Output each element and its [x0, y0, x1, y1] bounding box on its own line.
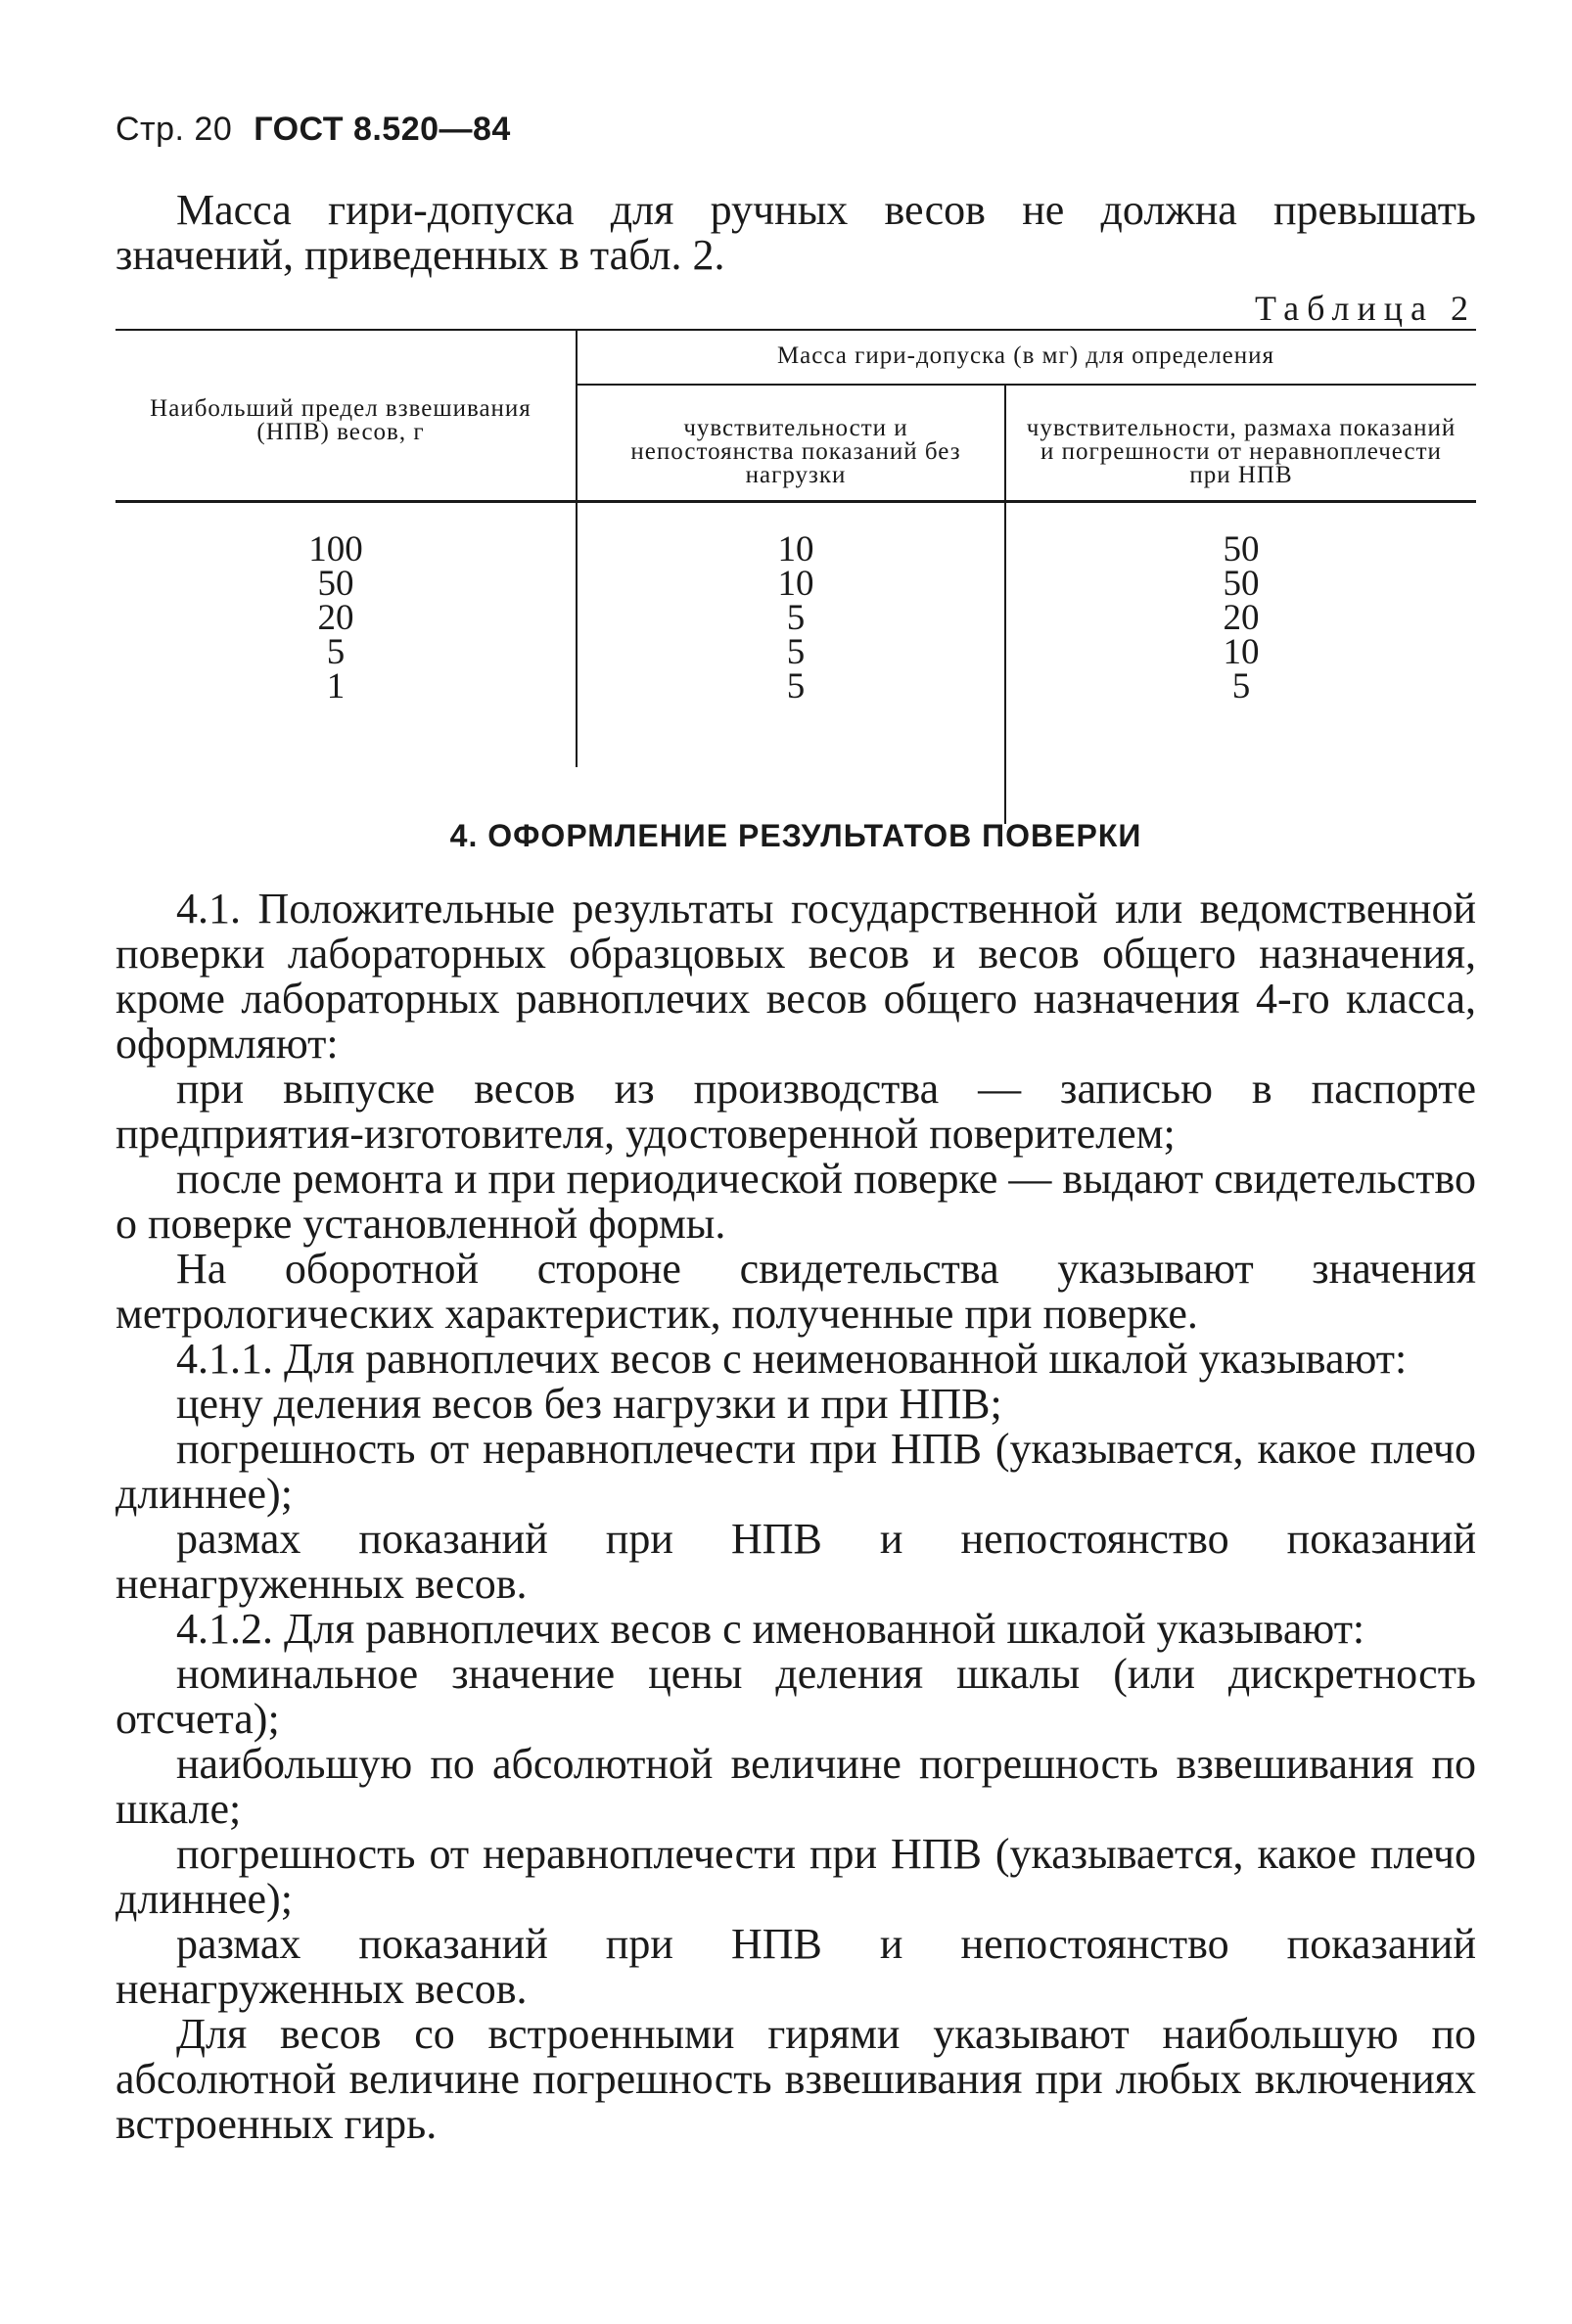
table-cell: 5 [326, 632, 346, 672]
table-cell: 50 [1223, 564, 1260, 604]
intro-paragraph: Масса гири-допуска для ручных весов не должна превышать значений, приведенных в табл. 2. [116, 186, 1476, 279]
table-divider-2 [1004, 386, 1006, 824]
table-cell: 50 [317, 564, 354, 604]
table-cell: 20 [317, 598, 354, 638]
table-cell: 5 [1231, 666, 1251, 706]
standard-code: ГОСТ 8.520—84 [254, 111, 511, 148]
group-header: Масса гири-допуска (в мг) для определения [776, 342, 1275, 369]
section-body [116, 887, 1476, 2147]
paragraph: 4.1. Положительные результаты государственной или ведомственной поверки лабораторных образцовых весов и весов общего назначения, кроме лабораторных равноплечих весов общего назначения 4-го класса, оформляют: [116, 885, 1476, 1068]
document-page [116, 90, 1476, 2147]
table-top-rule [116, 329, 1476, 331]
table-cell: 50 [1223, 529, 1260, 570]
weights-table [116, 329, 1476, 789]
paragraph: погрешность от неравноплечести при НПВ (указывается, какое плечо длиннее); [116, 1830, 1476, 1923]
col1-values [282, 529, 390, 706]
table-cell: 10 [777, 564, 814, 604]
table-cell: 5 [786, 666, 806, 706]
col3-values [1187, 529, 1295, 706]
col2-values [742, 529, 850, 706]
section-title: 4. ОФОРМЛЕНИЕ РЕЗУЛЬТАТОВ ПОВЕРКИ [449, 818, 1142, 853]
page-number: Стр. 20 [116, 111, 233, 148]
table-cell: 100 [308, 529, 363, 570]
paragraph: размах показаний при НПВ и непостоянство показаний ненагруженных весов. [116, 1515, 1476, 1608]
table-caption: Таблица 2 [1255, 289, 1476, 328]
table-divider-1 [576, 329, 578, 767]
table-cell: 1 [326, 666, 346, 706]
col1-header: Наибольший предел взвешивания (НПВ) весов, г [150, 395, 532, 445]
table-cell: 20 [1223, 598, 1260, 638]
paragraph: при выпуске весов из производства — записью в паспорте предприятия-изготовителя, удостоверенной поверителем; [116, 1065, 1476, 1158]
table-header-rule [116, 500, 1476, 503]
col3-header: чувствительности, размаха показаний и погрешности от неравноплечести при НПВ [1026, 415, 1456, 488]
paragraph: На оборотной стороне свидетельства указывают значения метрологических характеристик, полученные при поверке. [116, 1245, 1476, 1338]
paragraph: 4.1.2. Для равноплечих весов с именованной шкалой указывают: [176, 1605, 1365, 1653]
paragraph: размах показаний при НПВ и непостоянство показаний ненагруженных весов. [116, 1920, 1476, 2013]
table-cell: 5 [786, 632, 806, 672]
table-cell: 5 [786, 598, 806, 638]
paragraph: цену деления весов без нагрузки и при НПВ; [176, 1380, 1002, 1428]
paragraph: погрешность от неравноплечести при НПВ (указывается, какое плечо длиннее); [116, 1425, 1476, 1518]
table-cell: 10 [1223, 632, 1260, 672]
page-header [116, 90, 1476, 149]
col2-header: чувствительности и непостоянства показаний без нагрузки [630, 415, 961, 488]
paragraph: номинальное значение цены деления шкалы (или дискретность отсчета); [116, 1650, 1476, 1743]
paragraph: 4.1.1. Для равноплечих весов с неименованной шкалой указывают: [176, 1335, 1408, 1383]
paragraph: Для весов со встроенными гирями указывают наибольшую по абсолютной величине погрешность взвешивания при любых включениях встроенных гирь. [116, 2010, 1476, 2148]
group-header-rule [578, 384, 1476, 386]
paragraph: наибольшую по абсолютной величине погрешность взвешивания по шкале; [116, 1740, 1476, 1833]
table-cell: 10 [777, 529, 814, 570]
paragraph: после ремонта и при периодической поверке — выдают свидетельство о поверке установленной формы. [116, 1155, 1476, 1248]
